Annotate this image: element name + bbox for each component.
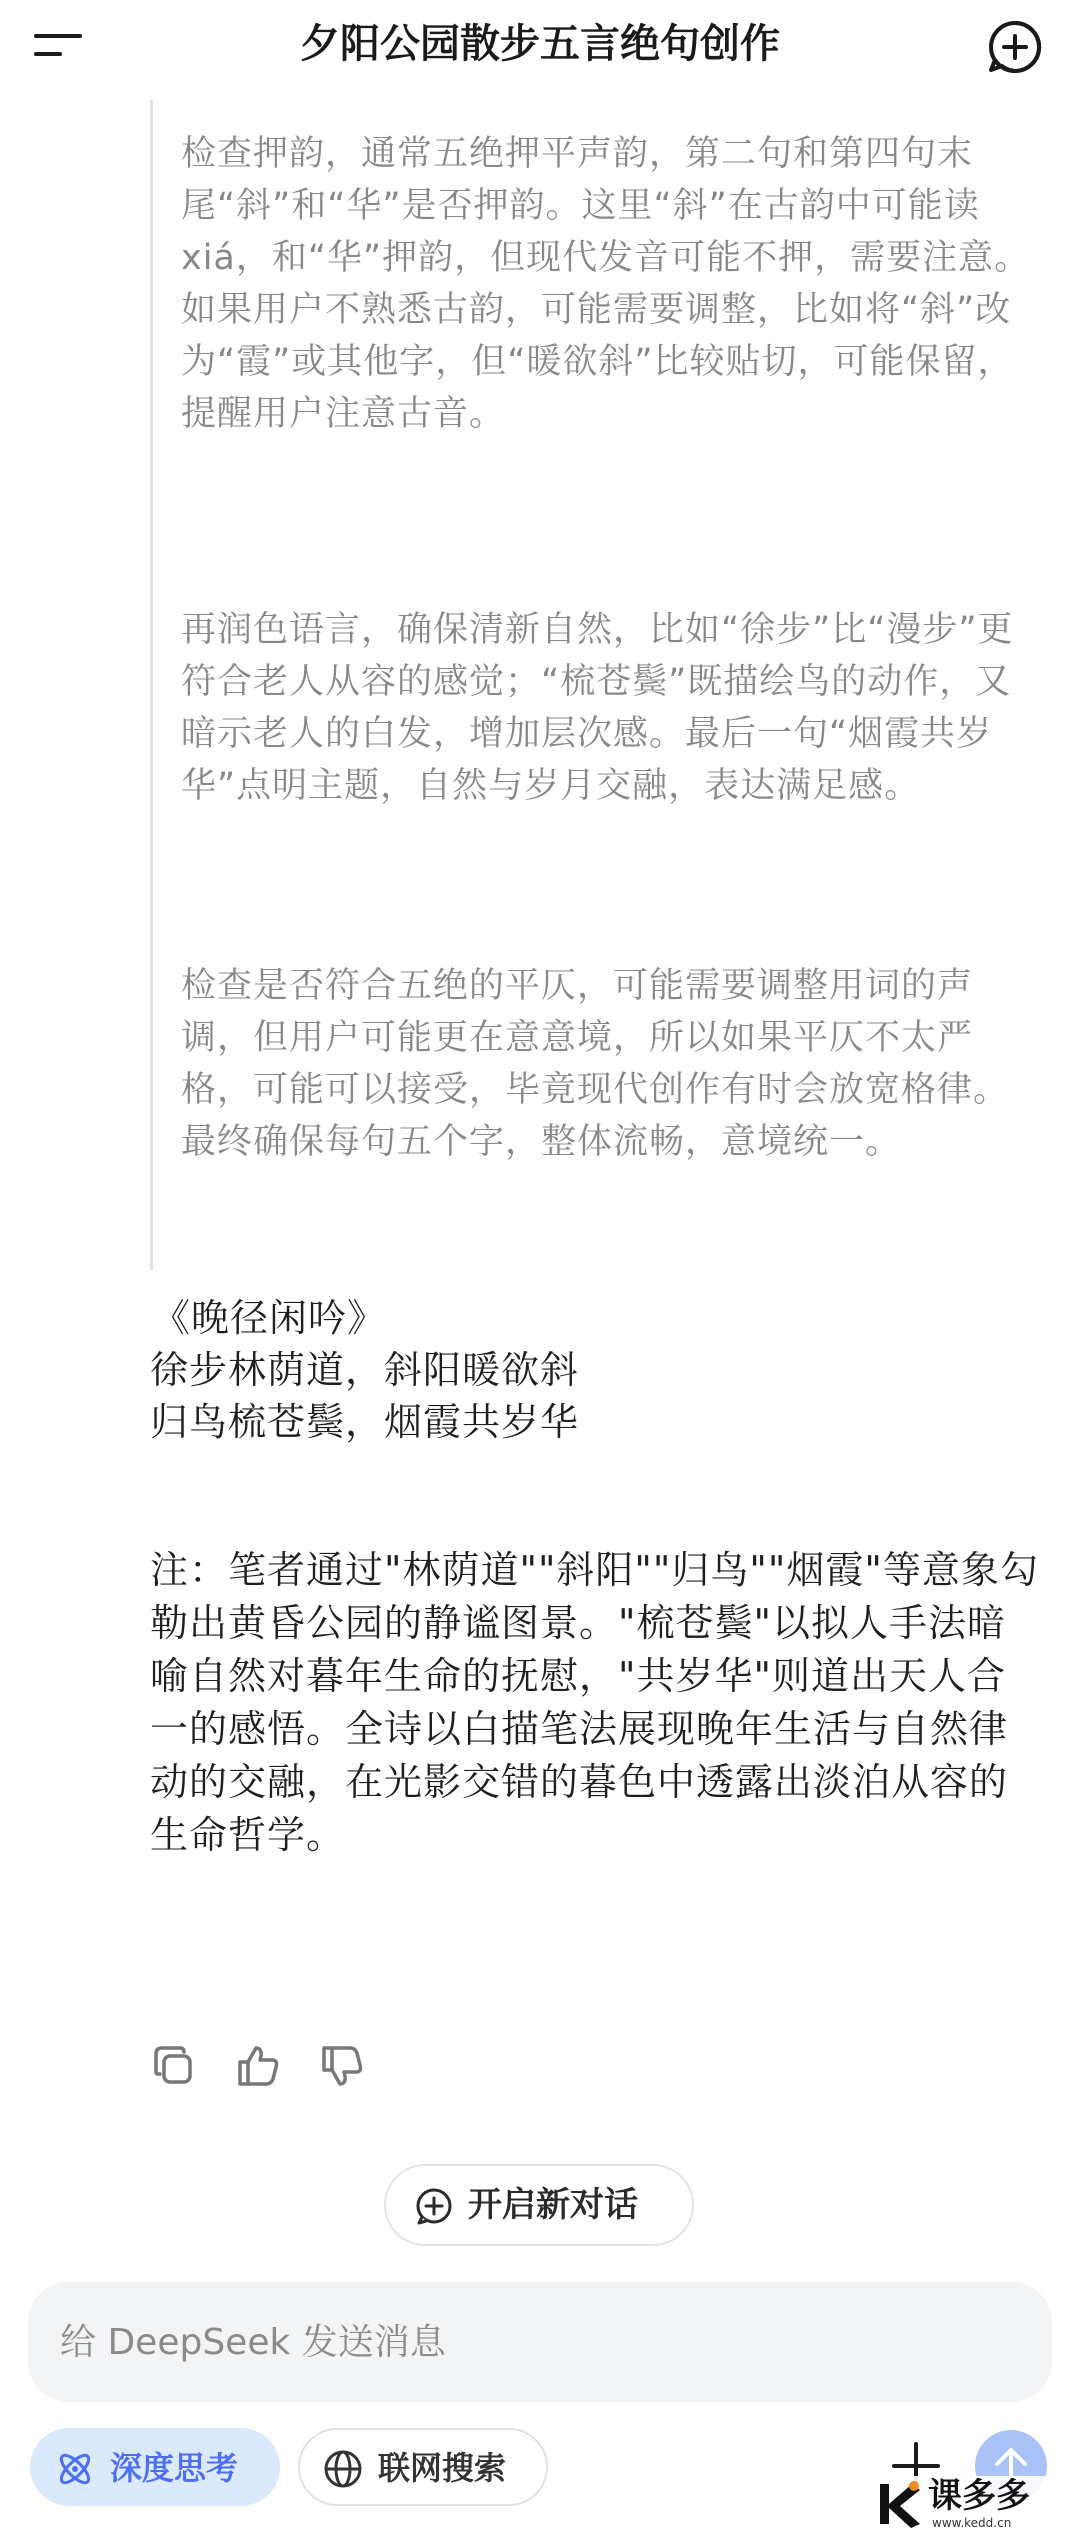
web-search-label: 联网搜索 — [378, 2449, 507, 2487]
atom-icon — [54, 2448, 96, 2490]
deep-think-label: 深度思考 — [110, 2449, 239, 2487]
page-title: 夕阳公园散步五言绝句创作 — [300, 21, 780, 67]
watermark-text: 课多多 — [928, 2476, 1030, 2516]
message-input[interactable] — [58, 2308, 1022, 2376]
watermark-url: www.kedd.cn — [932, 2516, 1012, 2530]
poem-note: 注：笔者通过"林荫道""斜阳""归鸟""烟霞"等意象勾勒出黄昏公园的静谧图景。"梳苍鬓"以拟人手法暗喻自然对暮年生命的抚慰，"共岁华"则道出天人合一的感悟。全诗以白描笔法展现晚年生活与自然律动的交融，在光影交错的暮色中透露出淡泊从容的生命哲学。 — [150, 1548, 1039, 1857]
new-dialog-label: 开启新对话 — [468, 2185, 638, 2225]
globe-icon — [322, 2448, 364, 2490]
poem-line: 归鸟梳苍鬓，烟霞共岁华 — [150, 1400, 580, 1444]
kedd-logo-icon — [876, 2478, 922, 2530]
top-bar — [0, 0, 1080, 90]
watermark — [870, 2476, 1070, 2532]
thinking-paragraph: 检查是否符合五绝的平仄，可能需要调整用词的声调，但用户可能更在意意境，所以如果平仄不太严格，可能可以接受，毕竟现代创作有时会放宽格律。最终确保每句五个字，整体流畅，意境统一。 — [181, 966, 1010, 1162]
thumbs-down-icon[interactable] — [318, 2042, 366, 2090]
thinking-paragraph: 检查押韵，通常五绝押平声韵，第二句和第四句末尾“斜”和“华”是否押韵。这里“斜”在古韵中可能读xiá，和“华”押韵，但现代发音可能不押，需要注意。如果用户不熟悉古韵，可能需要调整，比如将“斜”改为“霞”或其他字，但“暖欲斜”比较贴切，可能保留，提醒用户注意古音。 — [181, 134, 1031, 434]
poem — [150, 1292, 1030, 1448]
menu-icon[interactable] — [30, 22, 90, 66]
thinking-paragraph: 再润色语言，确保清新自然，比如“徐步”比“漫步”更符合老人从容的感觉；“梳苍鬓”既描绘鸟的动作，又暗示老人的白发，增加层次感。最后一句“烟霞共岁华”点明主题，自然与岁月交融，表达满足感。 — [181, 610, 1014, 806]
thumbs-up-icon[interactable] — [234, 2042, 282, 2090]
poem-line: 徐步林荫道，斜阳暖欲斜 — [150, 1348, 580, 1392]
new-dialog-button[interactable] — [384, 2164, 694, 2246]
web-search-toggle[interactable] — [298, 2428, 548, 2506]
message-input-container — [28, 2282, 1052, 2402]
new-chat-icon[interactable] — [986, 18, 1044, 76]
poem-title: 《晚径闲吟》 — [152, 1296, 387, 1340]
deep-think-toggle[interactable] — [30, 2428, 280, 2506]
thinking-block — [150, 100, 1043, 1270]
copy-icon[interactable] — [150, 2042, 198, 2090]
new-chat-bubble-icon — [414, 2186, 454, 2226]
